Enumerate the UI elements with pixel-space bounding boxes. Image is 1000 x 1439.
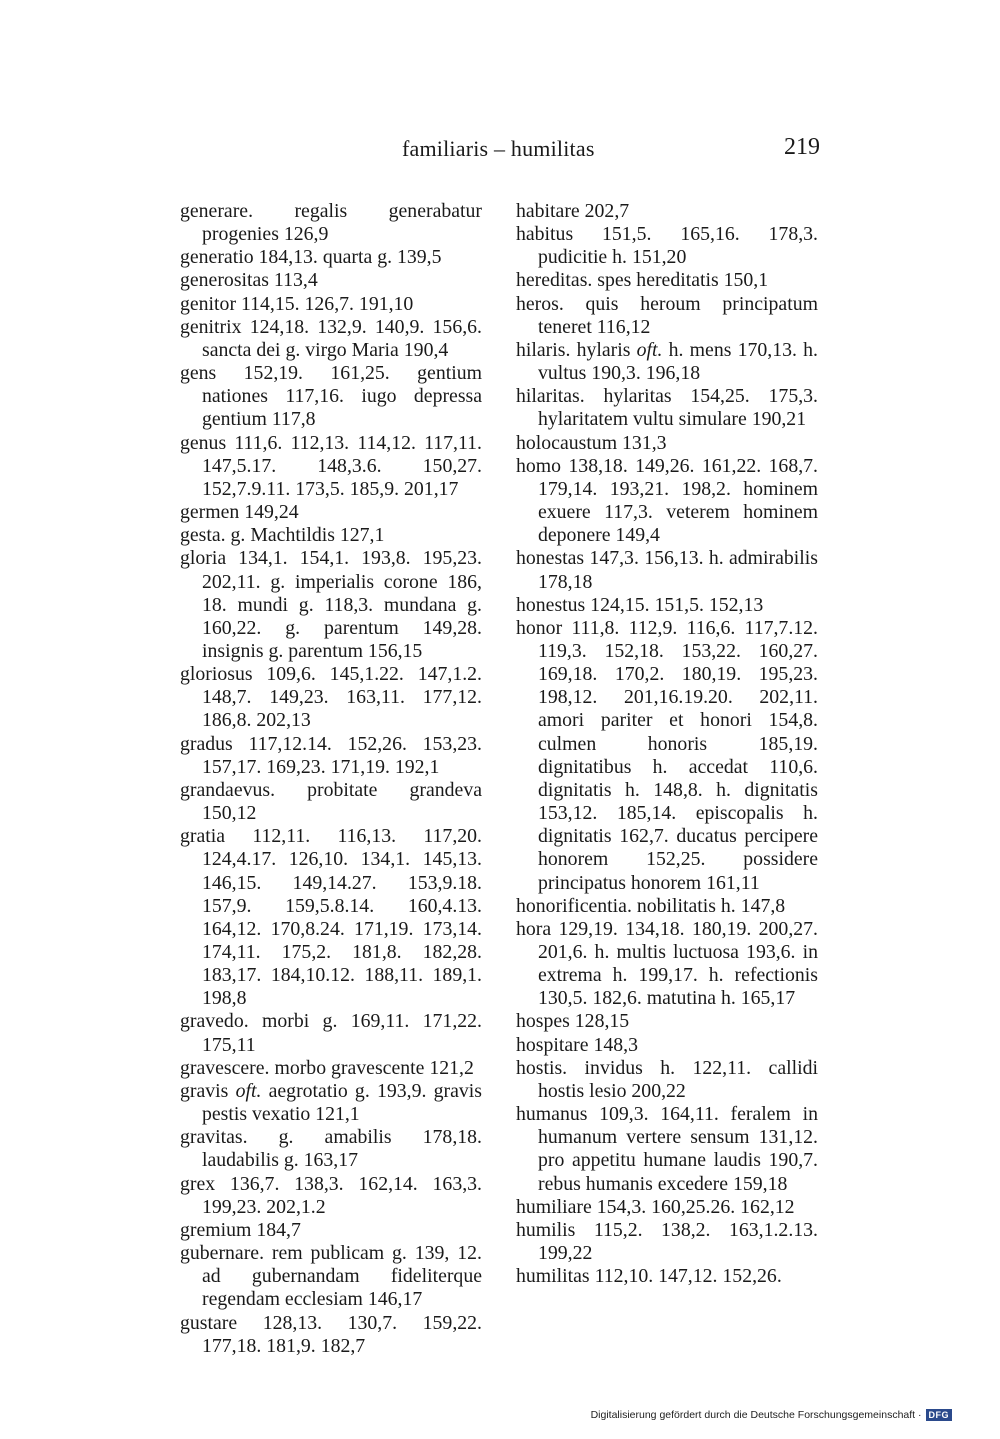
index-entry: genitrix 124,18. 132,9. 140,9. 156,6. sancta dei g. virgo Maria 190,4 — [180, 315, 482, 361]
index-entry: habitare 202,7 — [516, 200, 630, 222]
index-entry: gremium 184,7 — [180, 1218, 301, 1241]
index-entry: generatio 184,13. quarta g. 139,5 — [180, 246, 442, 269]
index-entry: grandaevus. probitate grandeva 150,12 — [180, 778, 482, 825]
running-head: familiaris – humilitas — [402, 136, 595, 161]
index-entry: genitor 114,15. 126,7. 191,10 — [180, 292, 414, 315]
index-entry: gratia 112,11. 116,13. 117,20. 124,4.17. 126,10. 134,1. 145,13. 146,15. 149,14.27. 153,9.18. 157,9. 159,5.8.14. 160,4.13. 164,12. 170,8.24. 171,19. 173,14. 174,11. 175,2. 181,8. 182,28. 183,17. 184,10.12. 188,11. 189,1. 198,8 — [180, 825, 482, 1010]
index-entry: gloriosus 109,6. 145,1.22. 147,1.2. 148,7. 149,23. 163,11. 177,12. 186,8. 202,13 — [180, 663, 482, 732]
index-entry: hora 129,19. 134,18. 180,19. 200,27. 201,6. h. multis luctuosa 193,6. in extrema h. 199,17. h. refectionis 130,5. 182,6. matutina h. 165,17 — [516, 917, 818, 1010]
page-number: 219 — [784, 134, 820, 160]
index-entry: hostis. invidus h. 122,11. callidi hostis lesio 200,22 — [516, 1056, 818, 1102]
index-entry: hereditas. spes hereditatis 150,1 — [516, 269, 769, 292]
index-entry: gravescere. morbo gravescente 121,2 — [180, 1056, 474, 1079]
index-entry: hilaris. hylaris oft. h. mens 170,13. h. vultus 190,3. 196,18 — [516, 338, 818, 385]
italic-abbrev: oft. — [235, 1079, 262, 1102]
index-entry: generare. regalis generabatur progenies 126,9 — [180, 200, 482, 246]
index-entry: gustare 128,13. 130,7. 159,22. 177,18. 181,9. 182,7 — [180, 1311, 482, 1357]
index-entry: humiliare 154,3. 160,25.26. 162,12 — [516, 1195, 795, 1218]
index-entry: holocaustum 131,3 — [516, 431, 667, 454]
index-entry: gesta. g. Machtildis 127,1 — [180, 524, 385, 547]
index-entry: gubernare. rem publicam g. 139, 12. ad gubernandam fideliterque regendam ecclesiam 146,17 — [180, 1242, 482, 1311]
index-entry: honorificentia. nobilitatis h. 147,8 — [516, 894, 786, 917]
index-entry: humilis 115,2. 138,2. 163,1.2.13. 199,22 — [516, 1218, 818, 1265]
index-entry: gloria 134,1. 154,1. 193,8. 195,23. 202,11. g. imperialis corone 186, 18. mundi g. 118,3. mundana g. 160,22. g. parentum 149,28. insignis g. parentum 156,15 — [180, 547, 482, 662]
index-entry: gravedo. morbi g. 169,11. 171,22. 175,11 — [180, 1010, 482, 1056]
footer-credit-text: Digitalisierung gefördert durch die Deutsche Forschungsgemeinschaft · — [590, 1409, 922, 1421]
index-entry: humanus 109,3. 164,11. feralem in humanum vertere sensum 131,12. pro appetitu humane laudis 190,7. rebus humanis excedere 159,18 — [516, 1103, 818, 1195]
index-entry: heros. quis heroum principatum teneret 116,12 — [516, 292, 818, 338]
index-entry: honestus 124,15. 151,5. 152,13 — [516, 593, 764, 616]
footer-credit — [591, 1409, 952, 1421]
index-entry: germen 149,24 — [180, 501, 299, 524]
index-entry: habitus 151,5. 165,16. 178,3. pudicitie h. 151,20 — [516, 223, 818, 269]
index-entry: honor 111,8. 112,9. 116,6. 117,7.12. 119,3. 152,18. 153,22. 160,27. 169,18. 170,2. 180,19. 195,23. 198,12. 201,16.19.20. 202,11. amori pariter et honori 154,8. culmen honoris 185,19. dignitatibus h. accedat 110,6. dignitatis h. 148,8. h. dignitatis 153,12. 185,14. episcopalis h. dignitatis 162,7. ducatus percipere honorem 152,25. possidere principatus honorem 161,11 — [516, 616, 818, 894]
index-entry: gravis oft. aegrotatio g. 193,9. gravis pestis vexatio 121,1 — [180, 1079, 483, 1126]
index-entry: gradus 117,12.14. 152,26. 153,23. 157,17. 169,23. 171,19. 192,1 — [180, 732, 482, 778]
index-entry: hospes 128,15 — [516, 1010, 630, 1033]
dfg-logo: DFG — [926, 1409, 953, 1421]
index-entry: honestas 147,3. 156,13. h. admirabilis 178,18 — [516, 547, 818, 593]
index-entry: gravitas. g. amabilis 178,18. laudabilis g. 163,17 — [180, 1126, 482, 1172]
index-entry: hilaritas. hylaritas 154,25. 175,3. hylaritatem vultu simulare 190,21 — [516, 385, 818, 431]
index-entry: homo 138,18. 149,26. 161,22. 168,7. 179,14. 193,21. 198,2. hominem exuere 117,3. veterem hominem deponere 149,4 — [516, 454, 818, 547]
index-column-right — [516, 200, 818, 1288]
index-column-left — [180, 200, 482, 1358]
italic-abbrev: oft. — [636, 338, 663, 361]
index-entry: generositas 113,4 — [180, 269, 318, 292]
index-entry: grex 136,7. 138,3. 162,14. 163,3. 199,23. 202,1.2 — [180, 1172, 482, 1218]
index-entry: genus 111,6. 112,13. 114,12. 117,11. 147,5.17. 148,3.6. 150,27. 152,7.9.11. 173,5. 185,9. 201,17 — [180, 431, 482, 500]
index-entry: gens 152,19. 161,25. gentium nationes 117,16. iugo depressa gentium 117,8 — [180, 362, 482, 431]
index-entry: hospitare 148,3 — [516, 1033, 638, 1056]
index-entry: humilitas 112,10. 147,12. 152,26. — [516, 1265, 782, 1288]
